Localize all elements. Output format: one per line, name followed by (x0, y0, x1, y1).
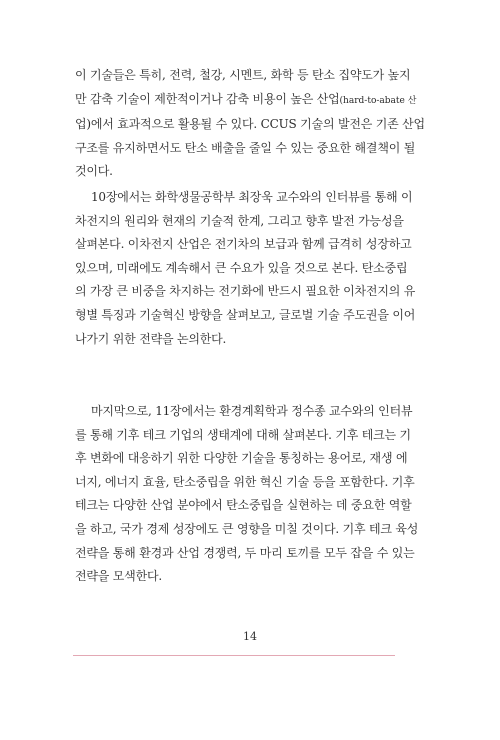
text-line: 마지막으로, 11장에서는 환경계획학과 정수종 교수와의 인터뷰 (91, 404, 413, 418)
text-line: 차전지의 원리와 현재의 기술적 한계, 그리고 향후 발전 가능성을 (75, 213, 404, 228)
text-line: 형별 특징과 기술혁신 방향을 살펴보고, 글로벌 기술 주도권을 이어 (75, 307, 416, 322)
page-number: 14 (243, 630, 257, 643)
paragraph-chapter-11 (75, 400, 419, 589)
text-line: 의 가장 큰 비중을 차지하는 전기화에 반드시 필요한 이차전지의 유 (75, 284, 416, 299)
text-line: 전략을 모색한다. (75, 569, 162, 584)
text-line: 너지, 에너지 효율, 탄소중립을 위한 혁신 기술 등을 포함한다. 기후 (75, 474, 415, 489)
paragraph-ccus (75, 64, 425, 184)
text-line: 있으며, 미래에도 계속해서 큰 수요가 있을 것으로 본다. 탄소중립 (75, 260, 408, 275)
text-line: 업)에서 효과적으로 활용될 수 있다. CCUS 기술의 발전은 기존 산업 (75, 117, 425, 132)
text-line: 테크는 다양한 산업 분야에서 탄소중립을 실현하는 데 중요한 역할 (75, 498, 412, 513)
paragraph-chapter-10 (75, 186, 416, 351)
text-line: 살펴본다. 이차전지 산업은 전기차의 보급과 함께 급격히 성장하고 (75, 237, 412, 252)
text-line: 을 하고, 국가 경제 성장에도 큰 영향을 미칠 것이다. 기후 테크 육성 (75, 521, 419, 536)
text-line: 이 기술들은 특히, 전력, 철강, 시멘트, 화학 등 탄소 집약도가 높지 (75, 68, 411, 82)
text-line: 구조를 유지하면서도 탄소 배출을 줄일 수 있는 중요한 해결책이 될 (75, 140, 416, 155)
text-segment: 만 감축 기술이 제한적이거나 감축 비용이 높은 산업 (75, 91, 340, 106)
text-line (75, 88, 417, 114)
footer-divider (73, 655, 395, 656)
text-line: 나가기 위한 전략을 논의한다. (75, 331, 227, 346)
english-term: (hard-to-abate 산 (339, 95, 417, 106)
text-line: 10장에서는 화학생물공학부 최장욱 교수와의 인터뷰를 통해 이 (91, 190, 413, 204)
text-line: 후 변화에 대응하기 위한 다양한 기술을 통칭하는 용어로, 재생 에 (75, 451, 408, 466)
text-line: 것이다. (75, 164, 113, 179)
text-line: 를 통해 기후 테크 기업의 생태계에 대해 살펴본다. 기후 테크는 기 (75, 427, 411, 442)
text-line: 전략을 통해 환경과 산업 경쟁력, 두 마리 토끼를 모두 잡을 수 있는 (75, 545, 415, 560)
